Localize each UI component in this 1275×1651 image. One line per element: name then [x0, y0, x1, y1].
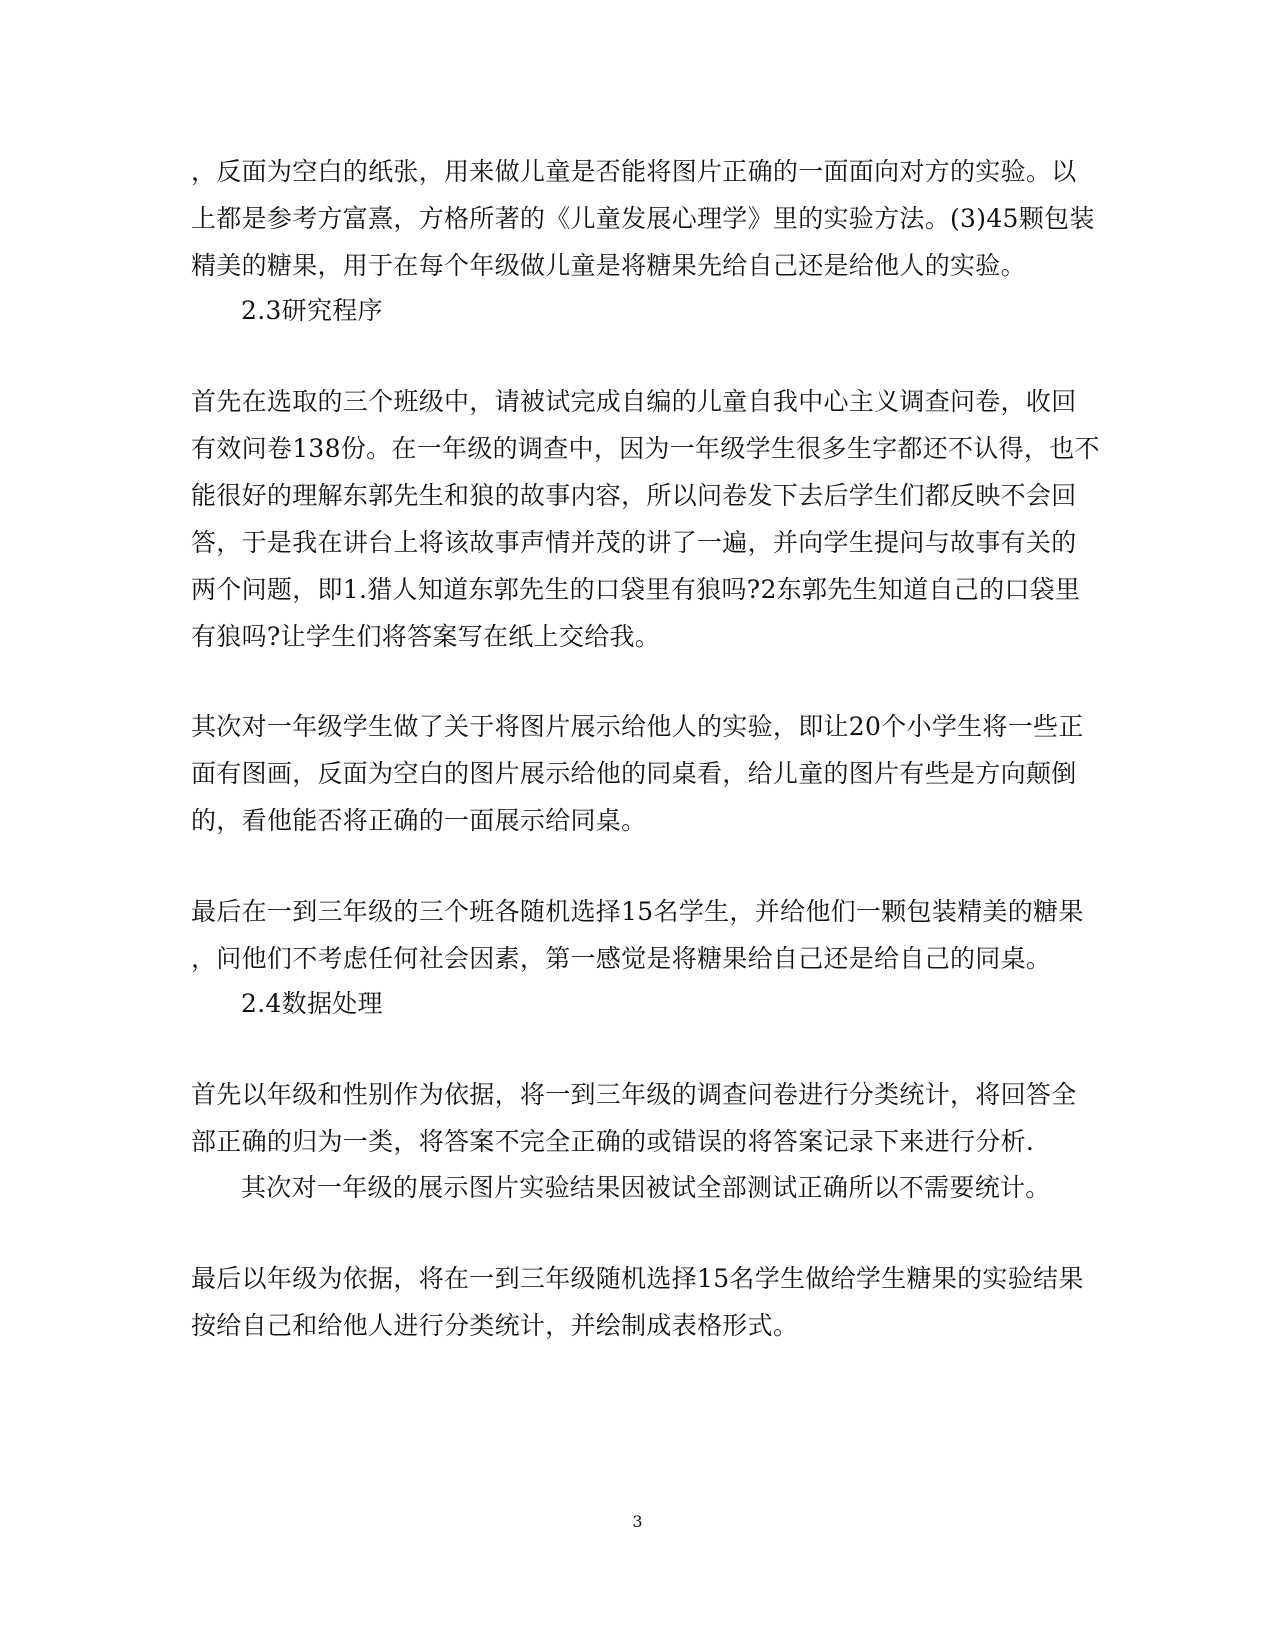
text-line-12: 面有图画，反面为空白的图片展示给他的同桌看，给儿童的图片有些是方向颠倒 — [191, 759, 1077, 788]
text-line-19: 其次对一年级的展示图片实验结果因被试全部测试正确所以不需要统计。 — [241, 1173, 1051, 1202]
text-line-3: 精美的糖果，用于在每个年级做儿童是将糖果先给自己还是给他人的实验。 — [191, 251, 1026, 280]
page-number: 3 — [632, 1512, 643, 1531]
text-line-8: 答，于是我在讲台上将该故事声情并茂的讲了一遍，并向学生提问与故事有关的 — [191, 528, 1077, 557]
text-line-2: 上都是参考方富熹，方格所著的《儿童发展心理学》里的实验方法。(3)45颗包装 — [191, 204, 1095, 233]
text-line-10: 有狼吗?让学生们将答案写在纸上交给我。 — [191, 622, 661, 651]
text-line-18: 部正确的归为一类，将答案不完全正确的或错误的将答案记录下来进行分析. — [191, 1127, 1035, 1156]
text-line-1: ，反面为空白的纸张，用来做儿童是否能将图片正确的一面面向对方的实验。以 — [191, 157, 1077, 186]
text-line-11: 其次对一年级学生做了关于将图片展示给他人的实验，即让20个小学生将一些正 — [191, 712, 1084, 741]
text-line-20: 最后以年级为依据，将在一到三年级随机选择15名学生做给学生糖果的实验结果 — [191, 1264, 1084, 1293]
text-line-13: 的，看他能否将正确的一面展示给同桌。 — [191, 806, 647, 835]
text-line-9: 两个问题，即1.猎人知道东郭先生的口袋里有狼吗?2东郭先生知道自己的口袋里 — [191, 575, 1081, 604]
text-line-15: ，问他们不考虑任何社会因素，第一感觉是将糖果给自己还是给自己的同桌。 — [191, 944, 1052, 973]
text-line-14: 最后在一到三年级的三个班各随机选择15名学生，并给他们一颗包装精美的糖果 — [191, 897, 1084, 926]
text-line-5: 首先在选取的三个班级中，请被试完成自编的儿童自我中心主义调查问卷，收回 — [191, 387, 1077, 416]
text-line-21: 按给自己和给他人进行分类统计，并绘制成表格形式。 — [191, 1311, 799, 1340]
text-line-7: 能很好的理解东郭先生和狼的故事内容，所以问卷发下去后学生们都反映不会回 — [191, 481, 1077, 510]
text-line-6: 有效问卷138份。在一年级的调查中，因为一年级学生很多生字都还不认得，也不 — [191, 434, 1100, 463]
text-line-17: 首先以年级和性别作为依据，将一到三年级的调查问卷进行分类统计，将回答全 — [191, 1080, 1077, 1109]
section-heading-2-3: 2.3研究程序 — [241, 296, 383, 325]
section-heading-2-4: 2.4数据处理 — [241, 989, 383, 1018]
